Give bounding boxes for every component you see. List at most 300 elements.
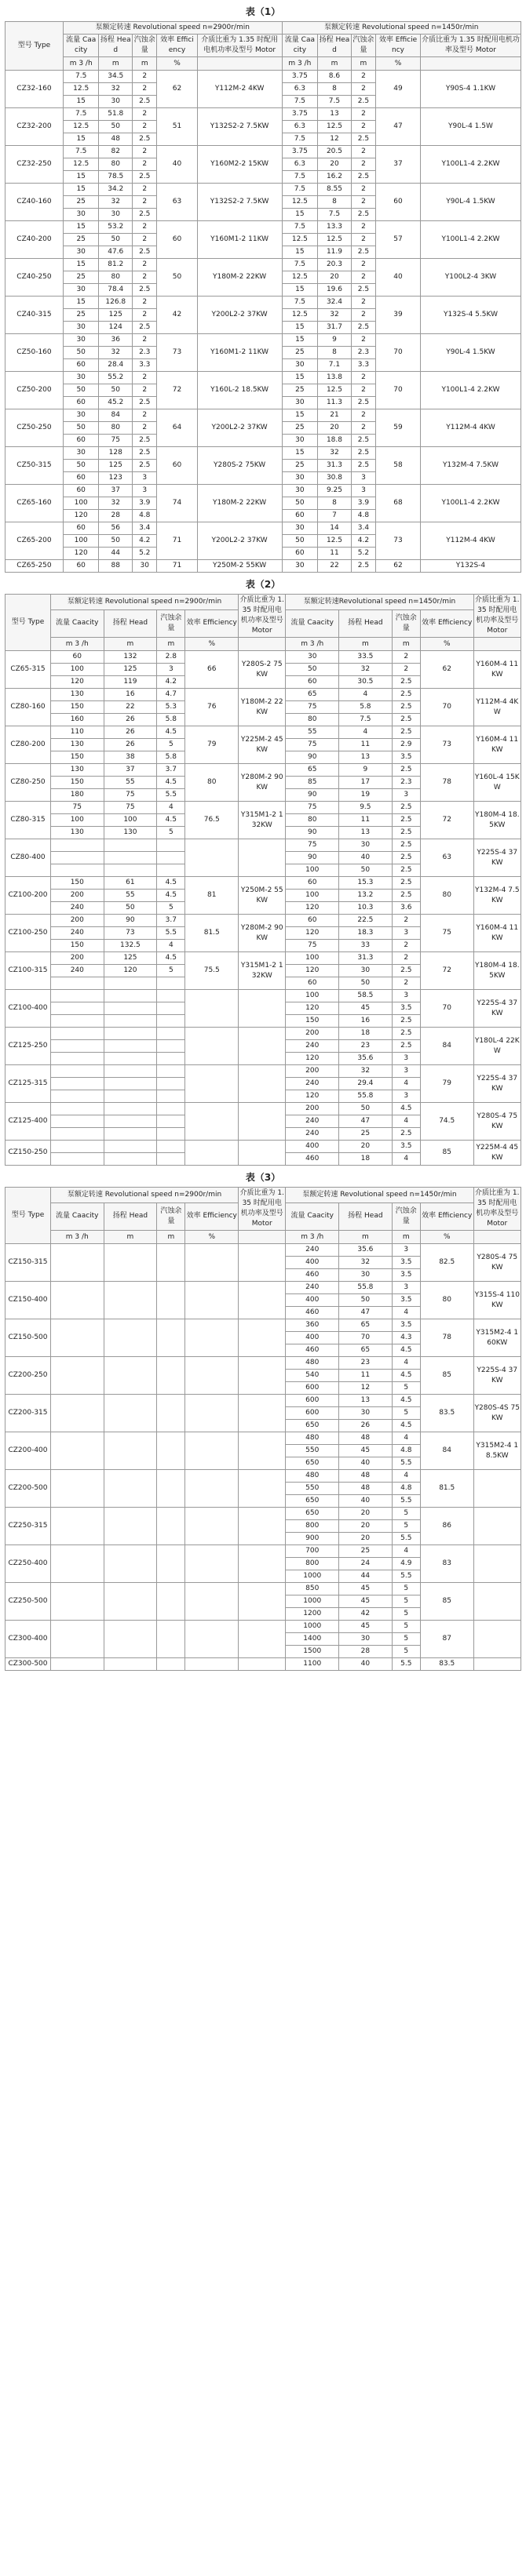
flow-1450-cell: 6.3	[282, 158, 318, 171]
head-2900-cell	[104, 1053, 157, 1065]
npsh-2900-cell: 4.2	[133, 535, 157, 548]
flow-2900-cell: 30	[63, 284, 99, 297]
npsh-2900-cell: 3.7	[157, 764, 185, 777]
flow-1450-cell: 12.5	[282, 234, 318, 246]
model-cell: CZ100-200	[5, 877, 51, 915]
head-1450-cell: 20	[339, 1508, 393, 1520]
motor-2900-cell	[239, 1508, 286, 1545]
npsh-1450-cell: 2.5	[392, 689, 420, 701]
head-1450-cell: 45	[339, 1583, 393, 1595]
npsh-1450-cell: 2.5	[351, 171, 375, 184]
head-1450-cell: 45	[339, 1621, 393, 1633]
flow-2900-cell: 50	[63, 460, 99, 472]
flow-1450-cell: 90	[286, 852, 339, 864]
npsh-1450-cell: 5	[392, 1520, 420, 1533]
npsh-2900-cell	[157, 1028, 185, 1040]
model-cell: CZ40-160	[5, 184, 64, 221]
head-2900-cell	[104, 977, 157, 990]
npsh-1450-cell: 2	[351, 221, 375, 234]
flow-1450-cell: 60	[282, 510, 318, 522]
flow-1450-cell: 12.5	[282, 196, 318, 209]
table-row	[5, 1065, 521, 1078]
flow-1450-cell: 700	[286, 1545, 339, 1558]
motor-1450-cell: Y160M-4 11KW	[473, 915, 521, 952]
flow-2900-cell	[50, 1015, 104, 1028]
head-1450-cell: 48	[339, 1432, 393, 1445]
header-npsh: 汽蚀余量	[351, 35, 375, 57]
head-2900-cell: 53.2	[99, 221, 133, 234]
npsh-1450-cell: 2.5	[392, 1128, 420, 1141]
efficiency-2900-cell	[185, 839, 239, 877]
flow-1450-cell: 75	[286, 739, 339, 751]
head-2900-cell	[104, 990, 157, 1002]
npsh-1450-cell: 3	[392, 1090, 420, 1103]
head-1450-cell: 20	[318, 158, 352, 171]
npsh-1450-cell: 3.5	[392, 1294, 420, 1307]
npsh-1450-cell: 2	[351, 422, 375, 435]
efficiency-1450-cell: 83	[420, 1545, 473, 1583]
npsh-2900-cell	[157, 1153, 185, 1166]
flow-1450-cell: 30	[282, 485, 318, 497]
head-1450-cell: 7	[318, 510, 352, 522]
head-1450-cell: 32	[339, 664, 393, 676]
head-1450-cell: 50	[339, 977, 393, 990]
npsh-2900-cell: 4.5	[157, 726, 185, 739]
flow-2900-cell: 30	[63, 334, 99, 347]
flow-1450-cell: 30	[286, 651, 339, 664]
npsh-1450-cell: 2	[392, 940, 420, 952]
npsh-1450-cell: 2	[351, 196, 375, 209]
table-row	[5, 372, 521, 384]
head-2900-cell: 130	[104, 827, 157, 839]
npsh-2900-cell: 2	[133, 297, 157, 309]
npsh-1450-cell: 2.3	[392, 777, 420, 789]
unit-efficiency: %	[420, 638, 473, 651]
flow-1450-cell: 200	[286, 1028, 339, 1040]
motor-2900-cell: Y180M-2 22KW	[197, 259, 282, 297]
npsh-1450-cell: 2	[351, 158, 375, 171]
efficiency-1450-cell: 80	[420, 877, 473, 915]
head-2900-cell: 34.2	[99, 184, 133, 196]
head-1450-cell: 47	[339, 1307, 393, 1319]
model-cell: CZ100-315	[5, 952, 51, 990]
npsh-2900-cell	[157, 839, 185, 852]
flow-1450-cell: 6.3	[282, 121, 318, 133]
head-1450-cell: 11	[339, 1370, 393, 1382]
npsh-1450-cell: 2	[351, 108, 375, 121]
model-cell: CZ200-500	[5, 1470, 51, 1508]
head-2900-cell	[104, 1658, 157, 1671]
flow-2900-cell: 110	[50, 726, 104, 739]
flow-2900-cell: 50	[63, 384, 99, 397]
flow-1450-cell: 400	[286, 1332, 339, 1344]
efficiency-1450-cell: 70	[420, 990, 473, 1028]
head-1450-cell: 5.8	[339, 701, 393, 714]
flow-1450-cell: 15	[282, 209, 318, 221]
flow-2900-cell: 30	[63, 246, 99, 259]
efficiency-2900-cell	[185, 1357, 239, 1395]
table-row	[5, 802, 521, 814]
motor-1450-cell: Y90S-4 1.1KW	[420, 71, 521, 108]
model-cell: CZ150-400	[5, 1282, 51, 1319]
efficiency-1450-cell: 60	[376, 184, 421, 221]
npsh-2900-cell: 2.5	[133, 447, 157, 460]
motor-2900-cell: Y315M1-2 132KW	[239, 802, 286, 839]
efficiency-1450-cell: 82.5	[420, 1244, 473, 1282]
motor-1450-cell	[473, 1470, 521, 1508]
npsh-1450-cell: 5.5	[392, 1533, 420, 1545]
head-1450-cell: 31.7	[318, 322, 352, 334]
npsh-2900-cell: 5.8	[157, 714, 185, 726]
head-2900-cell: 37	[99, 485, 133, 497]
npsh-2900-cell	[157, 977, 185, 990]
motor-2900-cell: Y280S-2 75KW	[197, 447, 282, 485]
npsh-2900-cell	[157, 1545, 185, 1583]
npsh-1450-cell: 5	[392, 1595, 420, 1608]
head-2900-cell: 75	[104, 789, 157, 802]
table-row	[5, 1583, 521, 1595]
head-2900-cell: 28	[99, 510, 133, 522]
flow-2900-cell: 50	[63, 422, 99, 435]
motor-1450-cell	[473, 1508, 521, 1545]
flow-2900-cell: 25	[63, 196, 99, 209]
head-1450-cell: 20	[318, 271, 352, 284]
head-2900-cell: 47.6	[99, 246, 133, 259]
motor-1450-cell	[473, 1658, 521, 1671]
npsh-1450-cell: 2	[351, 384, 375, 397]
header-motor: 介质比重为 1.35 时配用电机功率及型号 Motor	[197, 35, 282, 57]
flow-1450-cell: 360	[286, 1319, 339, 1332]
flow-1450-cell: 25	[282, 460, 318, 472]
npsh-1450-cell: 2	[392, 915, 420, 927]
head-2900-cell: 32	[99, 83, 133, 96]
head-2900-cell	[104, 1028, 157, 1040]
head-1450-cell: 25	[339, 1128, 393, 1141]
npsh-1450-cell: 2.5	[392, 864, 420, 877]
flow-2900-cell: 130	[50, 827, 104, 839]
model-cell: CZ65-315	[5, 651, 51, 689]
npsh-1450-cell: 4.5	[392, 1370, 420, 1382]
head-1450-cell: 30.5	[339, 676, 393, 689]
head-2900-cell	[104, 1090, 157, 1103]
flow-1450-cell: 60	[286, 676, 339, 689]
npsh-2900-cell: 2.5	[133, 209, 157, 221]
npsh-2900-cell: 2	[133, 121, 157, 133]
efficiency-1450-cell: 62	[376, 560, 421, 573]
npsh-1450-cell: 2.5	[392, 877, 420, 890]
flow-2900-cell: 60	[63, 359, 99, 372]
efficiency-2900-cell: 71	[157, 560, 197, 573]
model-cell: CZ300-400	[5, 1621, 51, 1658]
npsh-2900-cell	[157, 852, 185, 864]
flow-1450-cell: 85	[286, 777, 339, 789]
head-1450-cell: 50	[339, 864, 393, 877]
motor-1450-cell: Y100L1-4 2.2KW	[420, 485, 521, 522]
npsh-2900-cell: 3	[133, 485, 157, 497]
header-flow: 流量 Caacity	[50, 609, 104, 637]
efficiency-1450-cell: 59	[376, 409, 421, 447]
head-1450-cell: 8.6	[318, 71, 352, 83]
head-2900-cell	[104, 852, 157, 864]
flow-1450-cell: 1500	[286, 1646, 339, 1658]
head-1450-cell: 30	[339, 1633, 393, 1646]
flow-1450-cell: 240	[286, 1244, 339, 1257]
flow-1450-cell: 60	[282, 548, 318, 560]
unit-efficiency: %	[185, 1231, 239, 1244]
npsh-1450-cell: 2	[351, 372, 375, 384]
head-1450-cell: 9.5	[339, 802, 393, 814]
npsh-2900-cell: 4.5	[157, 877, 185, 890]
head-2900-cell: 50	[104, 902, 157, 915]
model-cell: CZ40-250	[5, 259, 64, 297]
flow-2900-cell	[50, 1658, 104, 1671]
efficiency-2900-cell	[185, 1545, 239, 1583]
motor-1450-cell: Y100L1-4 2.2KW	[420, 372, 521, 409]
model-cell: CZ125-400	[5, 1103, 51, 1141]
model-cell: CZ32-200	[5, 108, 64, 146]
flow-2900-cell: 75	[50, 802, 104, 814]
flow-1450-cell: 50	[286, 664, 339, 676]
flow-1450-cell: 400	[286, 1257, 339, 1269]
npsh-2900-cell: 5.3	[157, 701, 185, 714]
npsh-2900-cell: 4	[157, 940, 185, 952]
flow-2900-cell	[50, 990, 104, 1002]
motor-2900-cell	[239, 1282, 286, 1319]
npsh-1450-cell: 5	[392, 1382, 420, 1395]
flow-2900-cell: 7.5	[63, 108, 99, 121]
header-motor: 介质比重为 1.35 时配用电机功率及型号 Motor	[239, 595, 286, 638]
head-1450-cell: 55.8	[339, 1090, 393, 1103]
header-model: 型号 Type	[5, 595, 51, 651]
flow-2900-cell: 12.5	[63, 158, 99, 171]
flow-1450-cell: 15	[282, 284, 318, 297]
efficiency-2900-cell	[185, 1319, 239, 1357]
unit-motor	[197, 57, 282, 71]
head-2900-cell	[104, 1583, 157, 1621]
npsh-2900-cell: 2	[133, 146, 157, 158]
motor-2900-cell	[239, 839, 286, 877]
npsh-1450-cell: 2	[351, 184, 375, 196]
npsh-2900-cell: 2	[133, 372, 157, 384]
head-2900-cell	[104, 1078, 157, 1090]
table1-caption: 表（1）	[245, 6, 281, 17]
head-1450-cell: 25	[339, 1545, 393, 1558]
header-model: 型号 Type	[5, 22, 64, 71]
motor-1450-cell: Y90L-4 1.5KW	[420, 184, 521, 221]
header-efficiency: 效率 Efficiency	[185, 1202, 239, 1230]
efficiency-2900-cell: 74	[157, 485, 197, 522]
flow-1450-cell: 1000	[286, 1621, 339, 1633]
model-cell: CZ100-250	[5, 915, 51, 952]
motor-1450-cell: Y132M-4 7.5KW	[420, 447, 521, 485]
head-1450-cell: 13.3	[318, 221, 352, 234]
npsh-1450-cell: 3.5	[392, 1319, 420, 1332]
head-1450-cell: 23	[339, 1040, 393, 1053]
head-1450-cell: 32	[318, 447, 352, 460]
npsh-2900-cell: 5.8	[157, 751, 185, 764]
head-1450-cell: 12.5	[318, 384, 352, 397]
flow-1450-cell: 12.5	[282, 271, 318, 284]
efficiency-2900-cell	[185, 1028, 239, 1065]
head-2900-cell: 100	[104, 814, 157, 827]
table-row	[5, 1508, 521, 1520]
flow-2900-cell: 30	[63, 209, 99, 221]
table1	[5, 21, 521, 573]
flow-1450-cell: 25	[282, 422, 318, 435]
flow-2900-cell: 130	[50, 689, 104, 701]
efficiency-2900-cell: 51	[157, 108, 197, 146]
head-1450-cell: 48	[339, 1483, 393, 1495]
efficiency-2900-cell: 63	[157, 184, 197, 221]
flow-1450-cell: 550	[286, 1483, 339, 1495]
npsh-2900-cell: 4.5	[157, 814, 185, 827]
flow-1450-cell: 150	[286, 1015, 339, 1028]
npsh-2900-cell	[157, 1658, 185, 1671]
table-row	[5, 726, 521, 739]
flow-2900-cell	[50, 1395, 104, 1432]
flow-2900-cell: 15	[63, 259, 99, 271]
npsh-2900-cell: 5	[157, 739, 185, 751]
head-2900-cell	[104, 1153, 157, 1166]
npsh-1450-cell: 4	[392, 1432, 420, 1445]
head-1450-cell: 7.5	[318, 96, 352, 108]
head-2900-cell: 28.4	[99, 359, 133, 372]
header-speed-1450: 泵额定转速 Revolutional speed n=1450r/min	[286, 1188, 473, 1203]
efficiency-1450-cell: 62	[420, 651, 473, 689]
head-1450-cell: 40	[339, 1658, 393, 1671]
flow-2900-cell: 60	[63, 435, 99, 447]
npsh-1450-cell: 2.5	[392, 839, 420, 852]
head-1450-cell: 24	[339, 1558, 393, 1570]
motor-2900-cell	[239, 1395, 286, 1432]
flow-1450-cell: 75	[286, 802, 339, 814]
efficiency-1450-cell: 47	[376, 108, 421, 146]
npsh-2900-cell: 4	[157, 802, 185, 814]
efficiency-2900-cell	[185, 1103, 239, 1141]
head-1450-cell: 12	[339, 1382, 393, 1395]
head-2900-cell: 30	[99, 96, 133, 108]
motor-2900-cell	[239, 1357, 286, 1395]
efficiency-1450-cell: 70	[376, 372, 421, 409]
head-2900-cell	[104, 1015, 157, 1028]
npsh-2900-cell	[157, 1282, 185, 1319]
efficiency-1450-cell: 68	[376, 485, 421, 522]
npsh-1450-cell: 2.5	[392, 802, 420, 814]
flow-2900-cell	[50, 1065, 104, 1078]
npsh-2900-cell	[157, 1357, 185, 1395]
motor-1450-cell	[473, 1621, 521, 1658]
unit-flow: m 3 /h	[50, 638, 104, 651]
flow-2900-cell: 150	[50, 777, 104, 789]
model-cell: CZ40-200	[5, 221, 64, 259]
head-2900-cell: 45.2	[99, 397, 133, 409]
flow-1450-cell: 1400	[286, 1633, 339, 1646]
npsh-1450-cell: 3.5	[392, 1141, 420, 1153]
npsh-1450-cell: 4.8	[392, 1445, 420, 1457]
table-row	[5, 839, 521, 852]
table-row	[5, 334, 521, 347]
efficiency-2900-cell: 72	[157, 372, 197, 409]
head-2900-cell: 73	[104, 927, 157, 940]
head-1450-cell: 13	[339, 751, 393, 764]
npsh-1450-cell: 2.5	[392, 1028, 420, 1040]
head-2900-cell: 26	[104, 726, 157, 739]
head-1450-cell: 48	[339, 1470, 393, 1483]
npsh-2900-cell: 2.8	[157, 651, 185, 664]
efficiency-1450-cell: 72	[420, 802, 473, 839]
efficiency-1450-cell: 84	[420, 1432, 473, 1470]
head-2900-cell: 16	[104, 689, 157, 701]
flow-2900-cell: 240	[50, 902, 104, 915]
unit-motor	[473, 638, 521, 651]
npsh-1450-cell: 4.5	[392, 1420, 420, 1432]
table-row	[5, 108, 521, 121]
npsh-1450-cell: 4	[392, 1153, 420, 1166]
efficiency-2900-cell	[185, 1141, 239, 1166]
efficiency-2900-cell	[185, 1621, 239, 1658]
npsh-1450-cell: 3	[392, 789, 420, 802]
npsh-1450-cell: 2.5	[351, 460, 375, 472]
head-1450-cell: 33	[339, 940, 393, 952]
model-cell: CZ65-200	[5, 522, 64, 560]
flow-1450-cell: 30	[282, 359, 318, 372]
npsh-2900-cell: 3.9	[133, 497, 157, 510]
head-1450-cell: 40	[339, 852, 393, 864]
unit-npsh: m	[392, 638, 420, 651]
head-1450-cell: 8	[318, 83, 352, 96]
motor-2900-cell: Y200L2-2 37KW	[197, 297, 282, 334]
motor-2900-cell: Y280M-2 90KW	[239, 764, 286, 802]
npsh-1450-cell: 2.5	[392, 701, 420, 714]
flow-1450-cell: 65	[286, 764, 339, 777]
table-row	[5, 952, 521, 965]
npsh-1450-cell: 4.3	[392, 1332, 420, 1344]
motor-2900-cell	[239, 1103, 286, 1141]
table-row	[5, 1545, 521, 1558]
flow-2900-cell: 30	[63, 447, 99, 460]
head-1450-cell: 40	[339, 1495, 393, 1508]
flow-2900-cell: 60	[50, 651, 104, 664]
model-cell: CZ125-315	[5, 1065, 51, 1103]
flow-1450-cell: 240	[286, 1115, 339, 1128]
head-1450-cell: 9	[339, 764, 393, 777]
flow-1450-cell: 30	[282, 522, 318, 535]
flow-1450-cell: 650	[286, 1457, 339, 1470]
header-efficiency: 效率 Efficiency	[185, 609, 239, 637]
head-1450-cell: 19.6	[318, 284, 352, 297]
npsh-1450-cell: 2.5	[392, 890, 420, 902]
head-1450-cell: 11	[339, 739, 393, 751]
flow-2900-cell	[50, 1053, 104, 1065]
efficiency-1450-cell: 83.5	[420, 1658, 473, 1671]
head-2900-cell	[104, 1470, 157, 1508]
head-1450-cell: 29.4	[339, 1078, 393, 1090]
head-1450-cell: 22	[318, 560, 352, 573]
npsh-1450-cell: 3	[351, 485, 375, 497]
motor-2900-cell: Y280M-2 90KW	[239, 915, 286, 952]
model-cell: CZ250-400	[5, 1545, 51, 1583]
header-head: 扬程 Head	[104, 609, 157, 637]
model-cell: CZ50-200	[5, 372, 64, 409]
header-model: 型号 Type	[5, 1188, 51, 1244]
npsh-2900-cell: 2	[133, 259, 157, 271]
npsh-1450-cell: 2	[351, 259, 375, 271]
flow-1450-cell: 3.75	[282, 108, 318, 121]
flow-1450-cell: 800	[286, 1558, 339, 1570]
npsh-1450-cell: 2.5	[392, 1040, 420, 1053]
motor-1450-cell: Y225S-4 37KW	[473, 839, 521, 877]
table-row	[5, 146, 521, 158]
